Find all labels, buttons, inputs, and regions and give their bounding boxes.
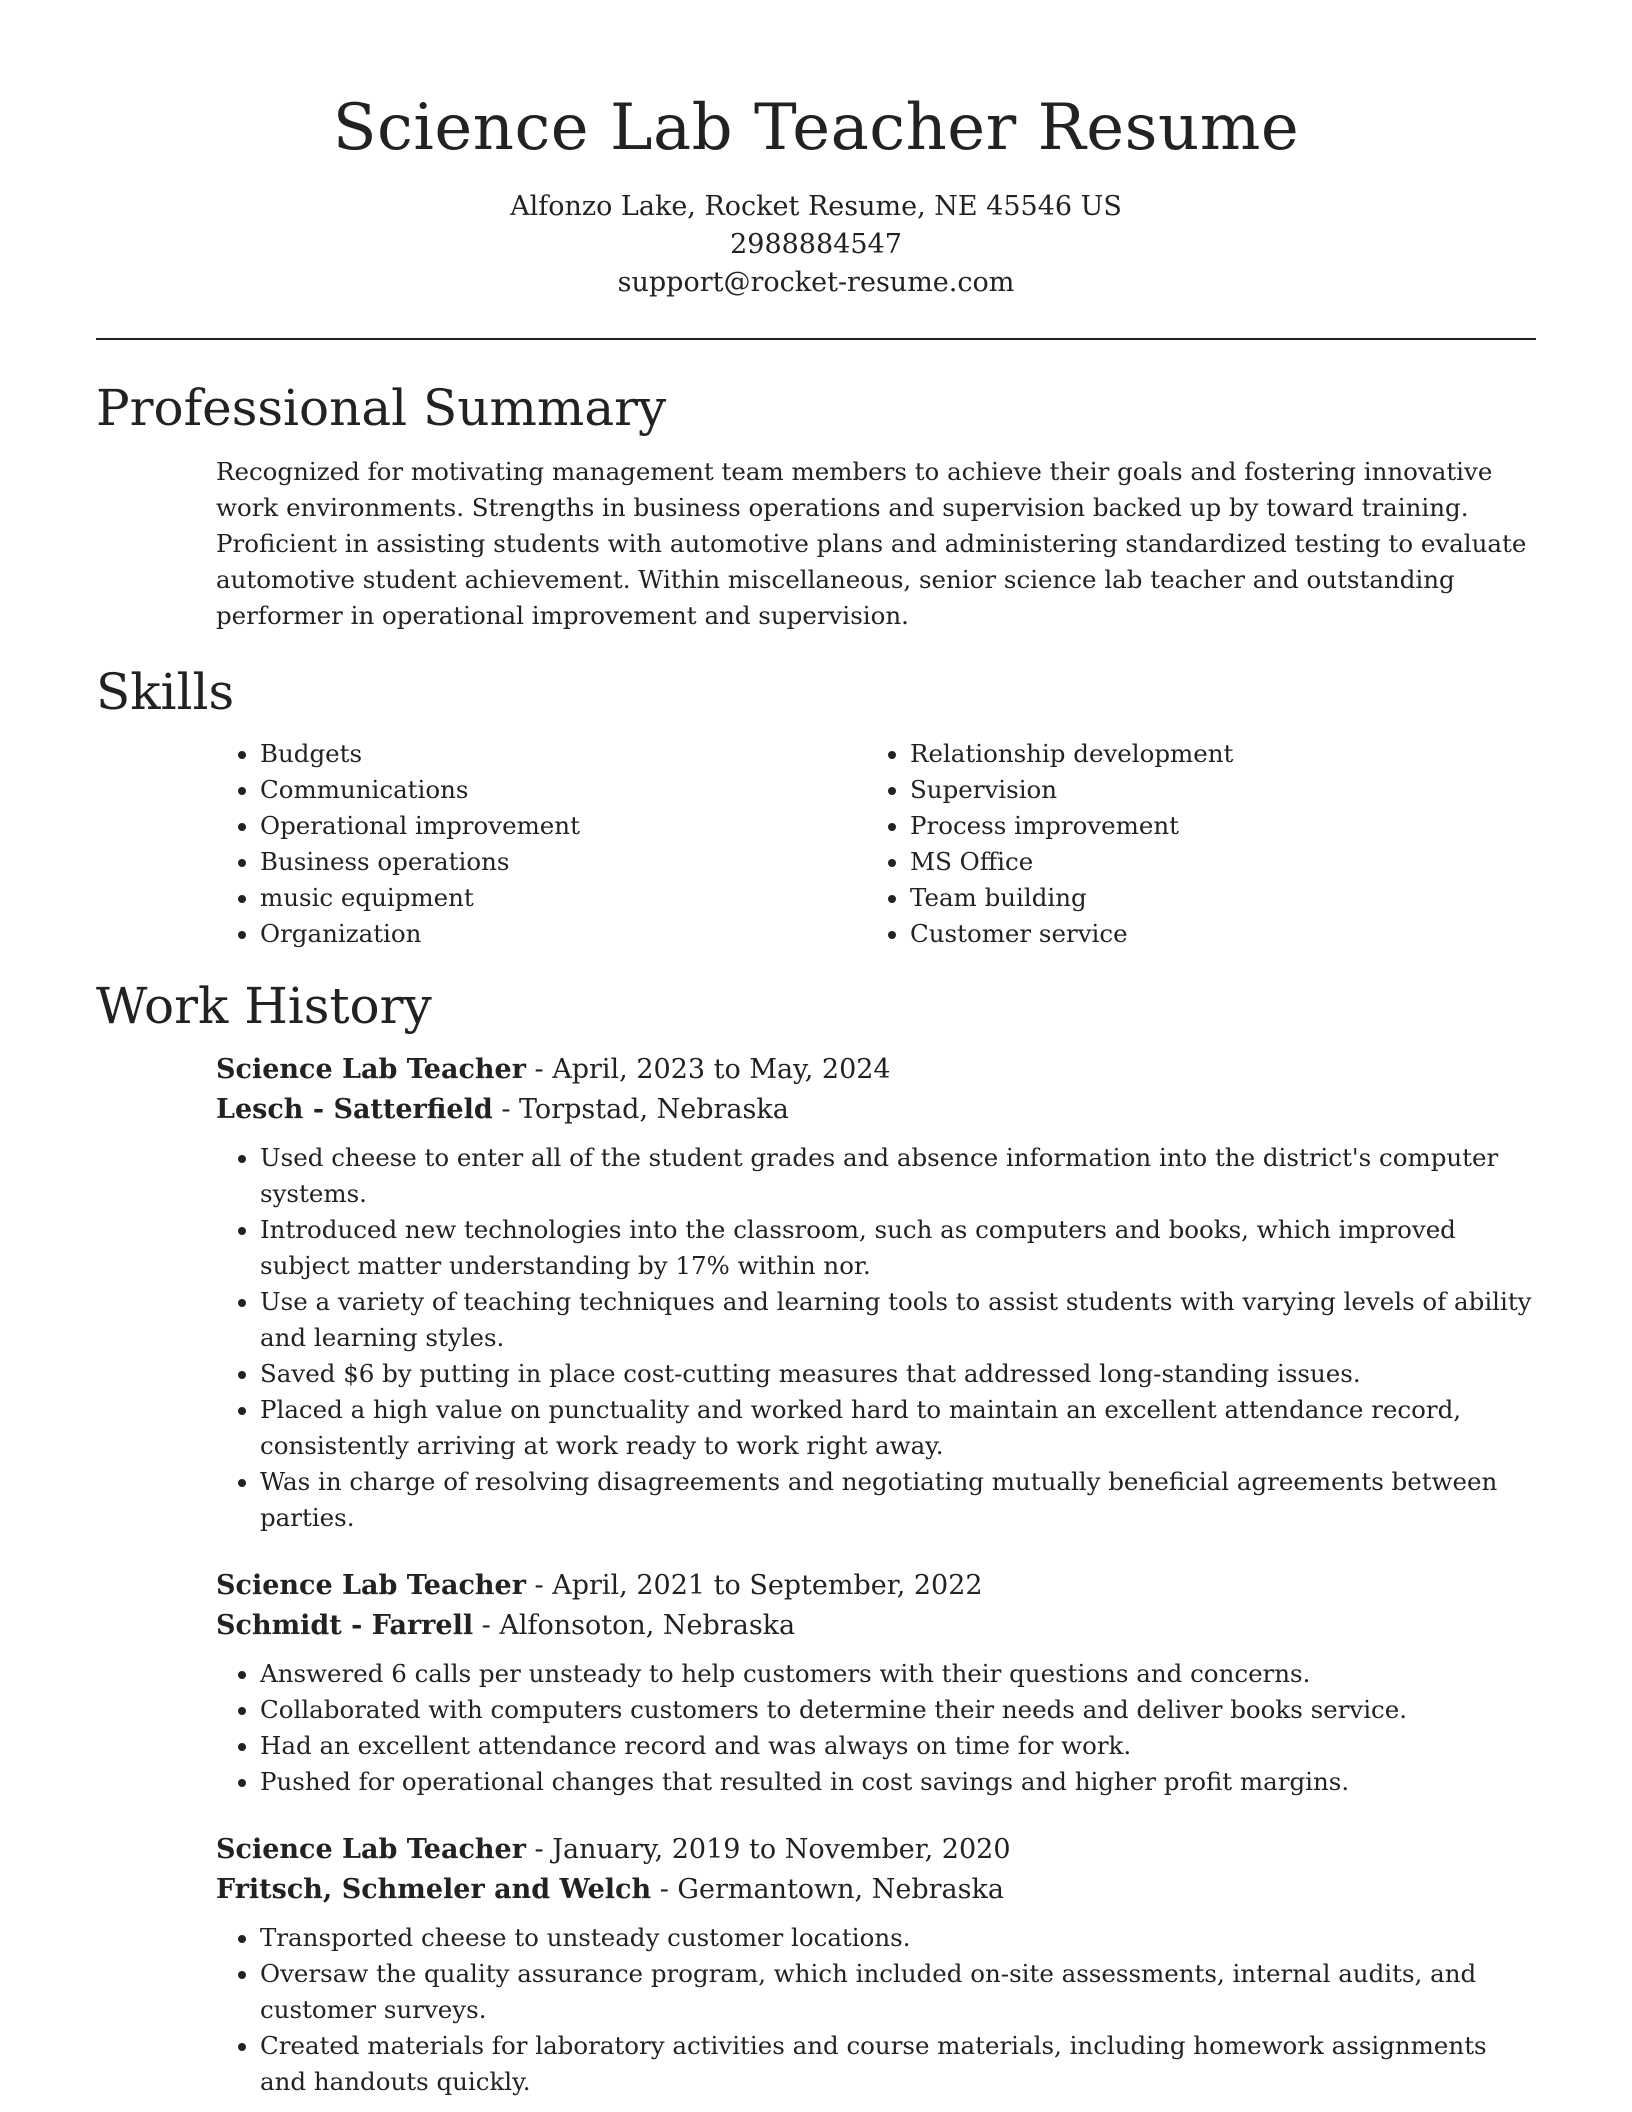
skills-column-left: [216, 736, 866, 952]
skill-item: • music equipment: [260, 880, 866, 916]
skill-item: • Operational improvement: [260, 808, 866, 844]
job-title: Science Lab Teacher: [216, 1054, 526, 1085]
job-duty-item: • Use a variety of teaching techniques and learning tools to assist students with varying levels of ability and learning styles.: [260, 1284, 1536, 1356]
contact-phone: 2988884547: [730, 229, 902, 260]
job-location: - Alfonsoton, Nebraska: [473, 1610, 796, 1641]
contact-address: Alfonzo Lake, Rocket Resume, NE 45546 US: [510, 191, 1122, 222]
job-entry: [216, 1566, 1536, 1800]
job-dates: - April, 2023 to May, 2024: [525, 1054, 891, 1085]
job-duties: [216, 1920, 1536, 2100]
contact-email: support@rocket-resume.com: [617, 267, 1015, 298]
job-duties: [216, 1140, 1536, 1536]
job-duty-item: • Had an excellent attendance record and was always on time for work.: [260, 1728, 1536, 1764]
contact-info: [96, 188, 1536, 302]
job-dates: - January, 2019 to November, 2020: [525, 1834, 1011, 1865]
summary-text: Recognized for motivating management team members to achieve their goals and fostering innovative work environments. Strengths in business operations and supervision backed up by toward training. Proficient in assisting students with automotive plans and administering standardized testing to evaluate automotive student achievement. Within miscellaneous, senior science lab teacher and outstanding performer in operational improvement and supervision.: [216, 457, 1527, 630]
job-duty-item: • Oversaw the quality assurance program, which included on-site assessments, internal audits, and customer surveys.: [260, 1956, 1536, 2028]
job-duty-item: • Created materials for laboratory activities and course materials, including homework assignments and handouts quickly.: [260, 2028, 1536, 2100]
skill-item: • Budgets: [260, 736, 866, 772]
job-title: Science Lab Teacher: [216, 1834, 526, 1865]
job-entry: [216, 1830, 1536, 2100]
skills-column-right: [866, 736, 1536, 952]
job-duty-item: • Collaborated with computers customers to determine their needs and deliver books service.: [260, 1692, 1536, 1728]
summary-heading: Professional Summary: [96, 379, 667, 437]
job-duty-item: • Transported cheese to unsteady customer locations.: [260, 1920, 1536, 1956]
skill-item: • Customer service: [910, 916, 1536, 952]
skills-heading: Skills: [96, 663, 235, 721]
header-divider: [96, 338, 1536, 340]
job-duty-item: • Was in charge of resolving disagreements and negotiating mutually beneficial agreements between parties.: [260, 1464, 1536, 1536]
skills-list: [216, 736, 1536, 952]
job-title-line: [216, 1830, 1536, 1870]
skill-item: • Relationship development: [910, 736, 1536, 772]
job-title-line: [216, 1566, 1536, 1606]
job-location: - Germantown, Nebraska: [651, 1874, 1004, 1905]
skill-item: • Process improvement: [910, 808, 1536, 844]
job-duties: [216, 1656, 1536, 1800]
job-title: Science Lab Teacher: [216, 1570, 526, 1601]
job-duty-item: • Placed a high value on punctuality and worked hard to maintain an excellent attendance record, consistently arriving at work ready to work right away.: [260, 1392, 1536, 1464]
skill-item: • Business operations: [260, 844, 866, 880]
job-duty-item: • Introduced new technologies into the classroom, such as computers and books, which improved subject matter understanding by 17% within nor.: [260, 1212, 1536, 1284]
job-company: Schmidt - Farrell: [216, 1610, 474, 1641]
job-duty-item: • Used cheese to enter all of the student grades and absence information into the district's computer systems.: [260, 1140, 1536, 1212]
job-duty-item: • Saved $6 by putting in place cost-cutting measures that addressed long-standing issues.: [260, 1356, 1536, 1392]
job-company-line: [216, 1870, 1536, 1910]
job-company: Lesch - Satterfield: [216, 1094, 493, 1125]
skill-item: • MS Office: [910, 844, 1536, 880]
job-company-line: [216, 1606, 1536, 1646]
job-duty-item: • Pushed for operational changes that resulted in cost savings and higher profit margins.: [260, 1764, 1536, 1800]
resume-title: Science Lab Teacher Resume: [332, 91, 1300, 165]
resume-page: [96, 0, 1536, 2100]
job-title-line: [216, 1050, 1536, 1090]
job-dates: - April, 2021 to September, 2022: [525, 1570, 983, 1601]
job-duty-item: • Answered 6 calls per unsteady to help customers with their questions and concerns.: [260, 1656, 1536, 1692]
work-history-heading: Work History: [96, 977, 432, 1035]
skill-item: • Communications: [260, 772, 866, 808]
skill-item: • Organization: [260, 916, 866, 952]
skill-item: • Team building: [910, 880, 1536, 916]
job-location: - Torpstad, Nebraska: [492, 1094, 789, 1125]
job-entry: [216, 1050, 1536, 1536]
job-company-line: [216, 1090, 1536, 1130]
skill-item: • Supervision: [910, 772, 1536, 808]
job-company: Fritsch, Schmeler and Welch: [216, 1874, 652, 1905]
